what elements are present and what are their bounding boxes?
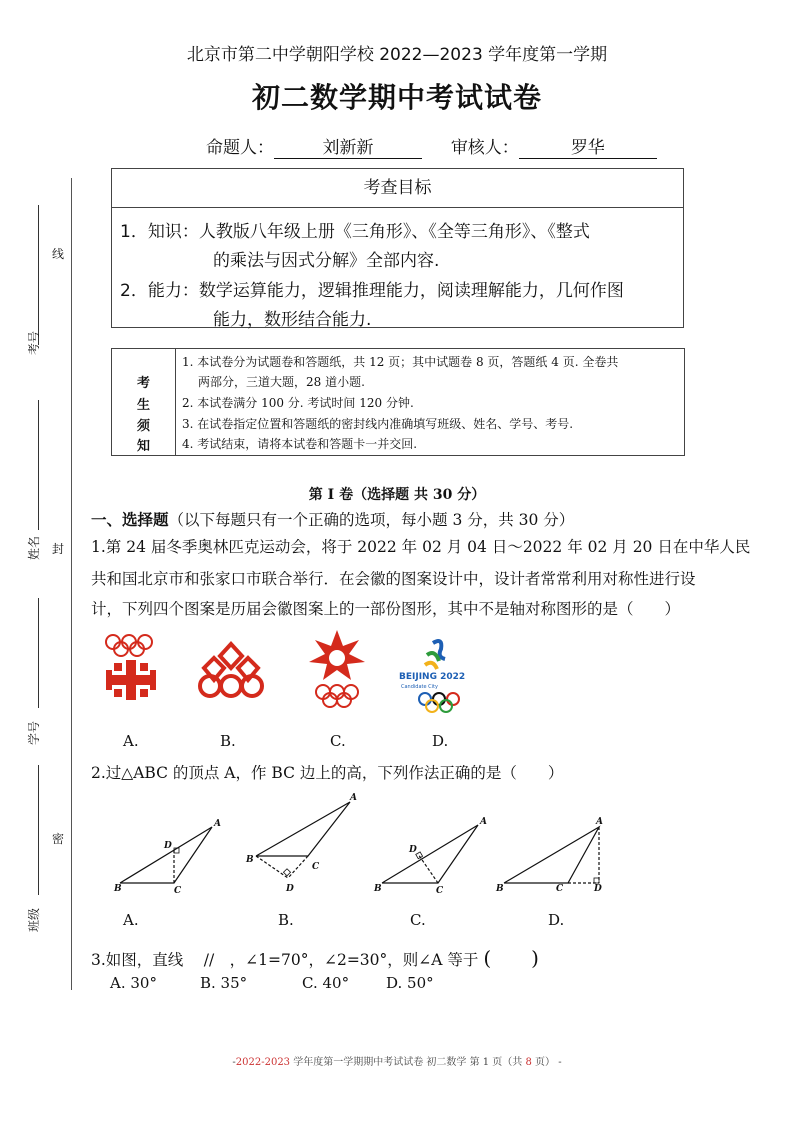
q3-paren: ( ) bbox=[483, 946, 539, 970]
fig-c-c: C bbox=[436, 886, 444, 896]
goals-box bbox=[111, 168, 684, 328]
margin-mi: 密 bbox=[52, 832, 65, 846]
fig-b-d: D bbox=[286, 884, 294, 894]
notes-label-4: 知 bbox=[136, 439, 150, 454]
part-note: （以下每题只有一个正确的选项，每小题 3 分，共 30 分） bbox=[168, 511, 575, 529]
notes-box bbox=[111, 348, 685, 456]
reviewer-name: 罗华 bbox=[519, 133, 657, 159]
q1-line-2: 共和国北京市和张家口市联合举行．在会徽的图案设计中，设计者常常利用对称性进行设 bbox=[91, 570, 696, 588]
fig-d-a: A bbox=[596, 817, 603, 827]
q2-option-a[interactable]: A. bbox=[123, 911, 139, 929]
logo-d bbox=[397, 635, 481, 715]
section-heading: 第 I 卷（选择题 共 30 分） bbox=[308, 487, 486, 503]
fig-c-d: D bbox=[409, 845, 417, 855]
note-item-2: 2. 本试卷满分 100 分. 考试时间 120 分钟. bbox=[182, 396, 414, 410]
author-label: 命题人： bbox=[206, 138, 274, 158]
notes-label-cell bbox=[112, 349, 176, 455]
logo-d-text: BEIJING 2022 bbox=[399, 672, 466, 682]
school-title: 北京市第二中学朝阳学校 2022—2023 学年度第一学期 bbox=[186, 45, 608, 65]
footer-end: 页） bbox=[531, 1057, 556, 1068]
fig-a-b: B bbox=[114, 884, 122, 894]
q3-option-d[interactable]: D. 50° bbox=[386, 974, 434, 992]
xingming-line bbox=[38, 400, 39, 530]
q3-option-a[interactable]: A. 30° bbox=[110, 974, 157, 992]
note-item-4: 4. 考试结束，请将本试卷和答题卡一并交回. bbox=[182, 437, 418, 451]
fig-d-d: D bbox=[594, 884, 602, 894]
q3-option-c[interactable]: C. 40° bbox=[302, 974, 350, 992]
banji-line bbox=[38, 765, 39, 895]
goal-line-1b: 的乘法与因式分解》全部内容. bbox=[213, 251, 440, 271]
footer-total: 8 bbox=[525, 1057, 532, 1068]
exam-title: 初二数学期中考试试卷 bbox=[251, 81, 542, 114]
notes-label-2: 生 bbox=[136, 398, 150, 413]
fig-d-b: B bbox=[496, 884, 504, 894]
q1-option-c[interactable]: C. bbox=[330, 732, 346, 750]
q2-figures bbox=[100, 790, 620, 900]
q1-option-d[interactable]: D. bbox=[432, 732, 449, 750]
footer-dash-left: - bbox=[232, 1057, 236, 1068]
binding-line bbox=[71, 178, 72, 990]
banji-label: 班级 bbox=[27, 907, 41, 932]
q3-option-b[interactable]: B. 35° bbox=[200, 974, 248, 992]
q1-line-1: 1.第 24 届冬季奥林匹克运动会，将于 2022 年 02 月 04 日～2022 年 02 月 20 日在中华人民 bbox=[91, 538, 751, 556]
fig-d-c: C bbox=[556, 884, 564, 894]
margin-feng: 封 bbox=[52, 542, 65, 556]
fig-a-d: D bbox=[164, 841, 172, 851]
q1-option-b[interactable]: B. bbox=[220, 732, 236, 750]
note-item-1: 1. 本试卷分为试题卷和答题纸，共 12 页；其中试题卷 8 页，答题纸 4 页. 全卷共 bbox=[182, 355, 619, 369]
q2-figure-d bbox=[504, 827, 599, 883]
note-item-1b: 两部分，三道大题，28 道小题. bbox=[198, 375, 365, 389]
q2-option-b[interactable]: B. bbox=[278, 911, 294, 929]
fig-c-b: B bbox=[374, 884, 382, 894]
q3-text bbox=[91, 942, 539, 971]
q1-line-3: 计，下列四个图案是历届会徽图案上的一部份图形，其中不是轴对称图形的是（ ） bbox=[91, 600, 681, 618]
footer-years: 2022-2023 bbox=[235, 1057, 291, 1068]
q2-option-c[interactable]: C. bbox=[410, 911, 426, 929]
binding-margin bbox=[0, 0, 90, 1122]
logo-a bbox=[100, 632, 162, 704]
goal-line-1: 1．知识：人教版八年级上册《三角形》、《全等三角形》、《整式 bbox=[120, 222, 590, 242]
goal-line-2: 2．能力：数学运算能力，逻辑推理能力，阅读理解能力，几何作图 bbox=[120, 281, 624, 301]
q2-figure-b bbox=[256, 802, 350, 878]
fig-b-c: C bbox=[312, 862, 320, 872]
fig-a-a: A bbox=[214, 819, 221, 829]
fig-a-c: C bbox=[174, 886, 182, 896]
fig-b-a: A bbox=[350, 793, 357, 803]
q2-figure-c bbox=[382, 825, 478, 883]
q1-option-a[interactable]: A. bbox=[123, 732, 139, 750]
fig-b-b: B bbox=[246, 855, 254, 865]
q2-figure-a bbox=[120, 827, 212, 883]
kaohao-line bbox=[38, 205, 39, 345]
fig-c-a: A bbox=[480, 817, 487, 827]
note-item-3: 3. 在试卷指定位置和答题纸的密封线内准确填写班级、姓名、学号、考号. bbox=[182, 417, 574, 431]
kaohao-label: 考号 bbox=[27, 330, 41, 355]
notes-label-3: 须 bbox=[136, 419, 150, 434]
goal-line-2b: 能力，数形结合能力. bbox=[213, 310, 372, 330]
authors-line bbox=[206, 133, 657, 159]
footer-dash-right: - bbox=[555, 1057, 562, 1068]
xingming-label: 姓名 bbox=[27, 535, 41, 560]
xuehao-line bbox=[38, 598, 39, 708]
goals-heading: 考查目标 bbox=[112, 169, 683, 208]
margin-xian: 线 bbox=[52, 247, 65, 261]
notes-label-1: 考 bbox=[136, 376, 150, 391]
q2-text: 2.过△ABC 的顶点 A，作 BC 边上的高，下列作法正确的是（ ） bbox=[91, 764, 564, 782]
q3-stem: 3.如图，直线 // ，∠1=70°，∠2=30°，则∠A 等于 bbox=[91, 951, 479, 969]
reviewer-label: 审核人： bbox=[450, 138, 519, 158]
page-footer bbox=[0, 1053, 794, 1068]
part-heading bbox=[91, 508, 574, 530]
xuehao-label: 学号 bbox=[27, 720, 41, 745]
q2-option-d[interactable]: D. bbox=[548, 911, 565, 929]
logo-c bbox=[307, 628, 367, 712]
author-name: 刘新新 bbox=[274, 133, 422, 159]
footer-text: 学年度第一学期期中考试试卷 初二数学 第 1 页（共 bbox=[290, 1057, 526, 1068]
logo-b bbox=[196, 640, 266, 704]
part-title: 一、选择题 bbox=[91, 511, 169, 529]
logo-d-sub: Candidate City bbox=[401, 684, 438, 690]
